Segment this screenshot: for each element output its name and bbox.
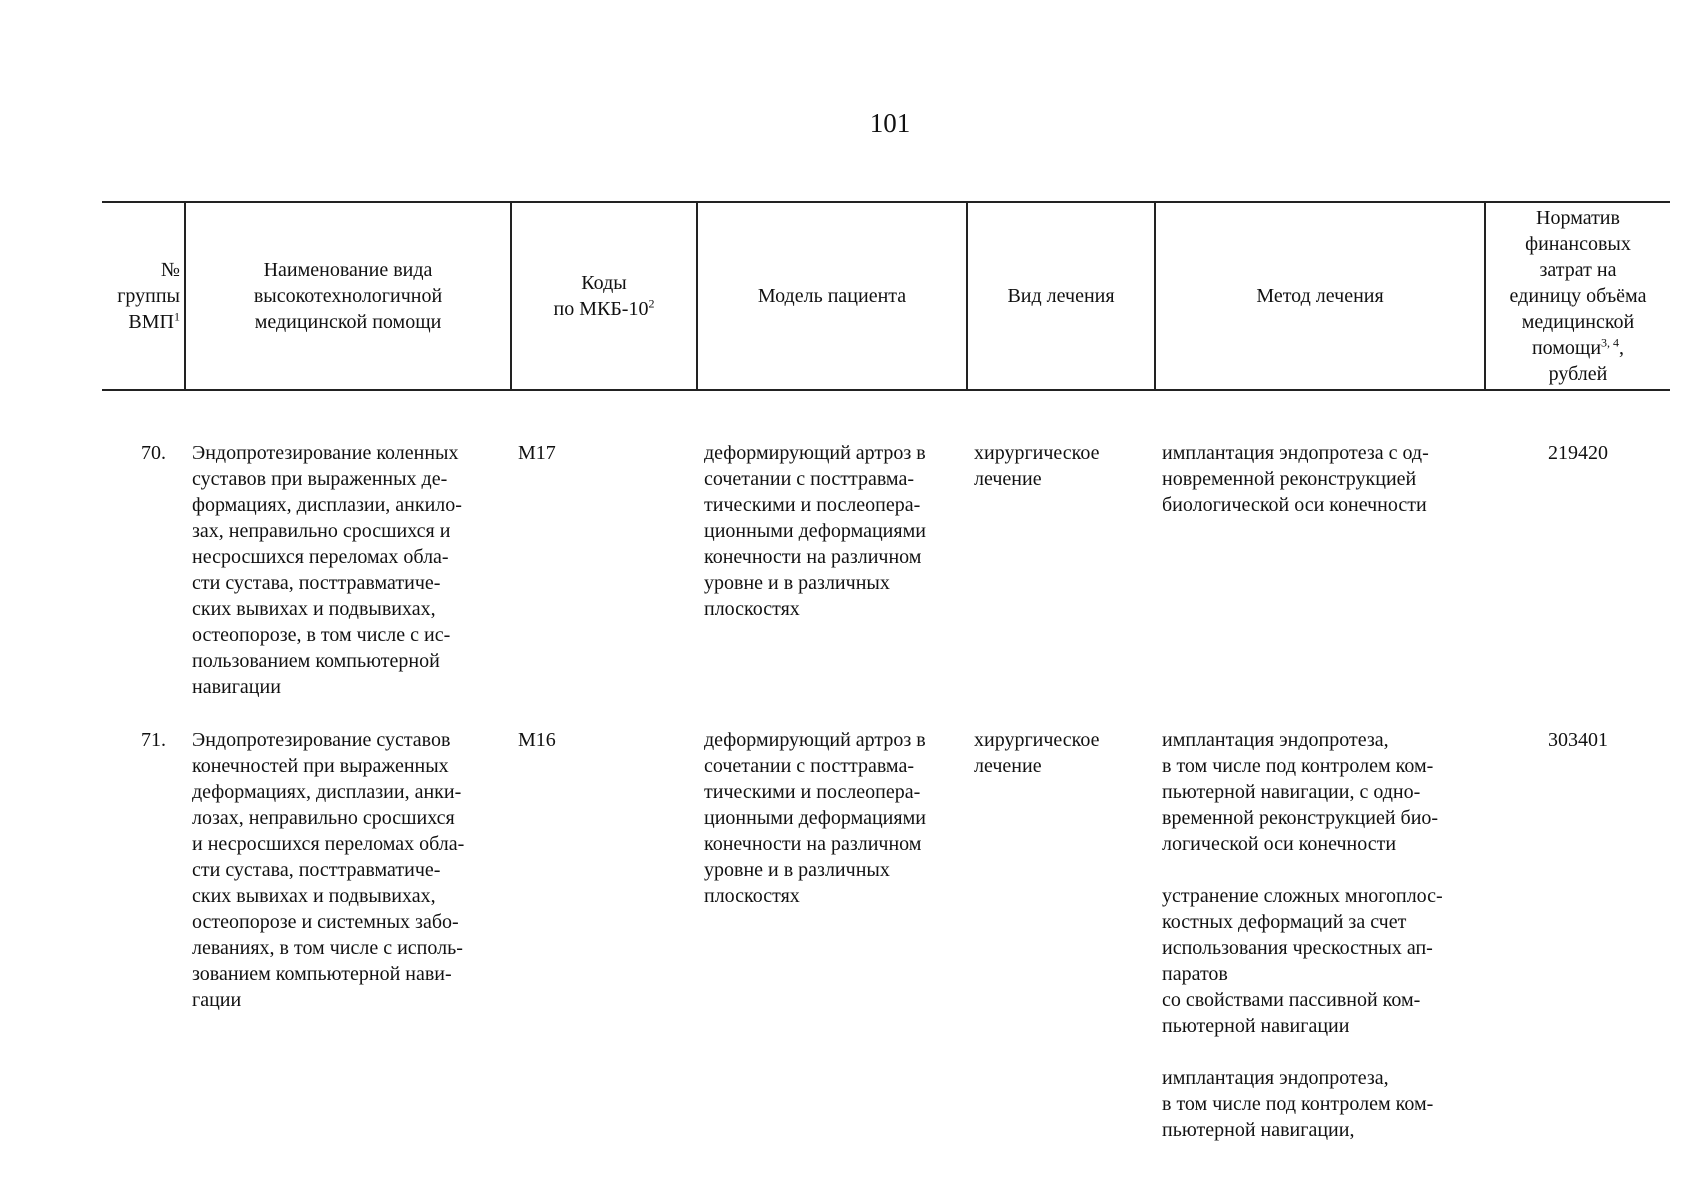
row-number: 71. [141,729,166,751]
care-name: Эндопротезирование суставов конечностей при выраженных деформациях, дисплазии, анки- лозах, неправильно сросшихся и несросшихся переломах обла- сти сустава, посттравматиче- ских вывихах и подвывихах, остеопорозе и системных забо- леваниях, в том числе с исполь- зованием компьютерной нави- гации [192,729,465,1011]
header-patient-model: Модель пациента [698,203,968,389]
header-cost-standard [1486,203,1670,389]
page-number: 101 [869,108,911,138]
patient-model: деформирующий артроз в сочетании с посттравма- тическими и послеопера- ционными деформациями конечности на различном уровне и в различных плоскостях [704,729,926,907]
header-icd-codes-text: Коды по МКБ-10 [553,272,649,320]
method-item: имплантация эндопротеза, в том числе под контролем ком- пьютерной навигации, [1162,1067,1434,1141]
care-name: Эндопротезирование коленных суставов при выраженных де- формациях, дисплазии, анкило- зах, неправильно сросшихся и несросшихся переломах обла- сти сустава, посттравматиче- ских вывихах и подвывихах, остеопорозе, в том числе с ис- пользованием компьютерной навигации [192,442,462,698]
footnote-ref: 1 [174,309,180,324]
header-treatment-type: Вид лечения [968,203,1156,389]
row-number: 70. [141,442,166,464]
cost-value: 303401 [1548,729,1608,751]
header-icd-codes [512,203,698,389]
table-header [102,201,1670,391]
header-cost-text: Норматив финансовых затрат на единицу объёма медицинской помощи [1509,207,1647,359]
table-row [102,727,1670,1143]
treatment-method [1156,440,1486,700]
icd-code: M16 [518,729,556,751]
treatment-method [1156,727,1486,1143]
table-row [102,440,1670,700]
footnote-ref: 2 [648,296,655,311]
header-treatment-method: Метод лечения [1156,203,1486,389]
header-cost-unit: , рублей [1548,337,1625,385]
method-item: имплантация эндопротеза с од- новременной реконструкцией биологической оси конечности [1162,442,1429,516]
patient-model: деформирующий артроз в сочетании с посттравма- тическими и послеопера- ционными деформациями конечности на различном уровне и в различных плоскостях [704,442,926,620]
icd-code: M17 [518,442,556,464]
method-item: устранение сложных многоплос- костных деформаций за счет использования чрескостных ап- паратов со свойствами пассивной ком- пьютерной навигации [1162,885,1443,1037]
footnote-ref: 3, 4 [1601,335,1620,350]
cost-value: 219420 [1548,442,1608,464]
method-item: имплантация эндопротеза, в том числе под контролем ком- пьютерной навигации, с одно- временной реконструкцией био- логической оси конечности [1162,729,1439,855]
header-group-number-text: № группы ВМП [117,259,180,333]
header-group-number [102,203,186,389]
treatment-type: хирургическое лечение [974,442,1100,490]
header-care-name: Наименование вида высокотехнологичной медицинской помощи [186,203,512,389]
treatment-type: хирургическое лечение [974,729,1100,777]
